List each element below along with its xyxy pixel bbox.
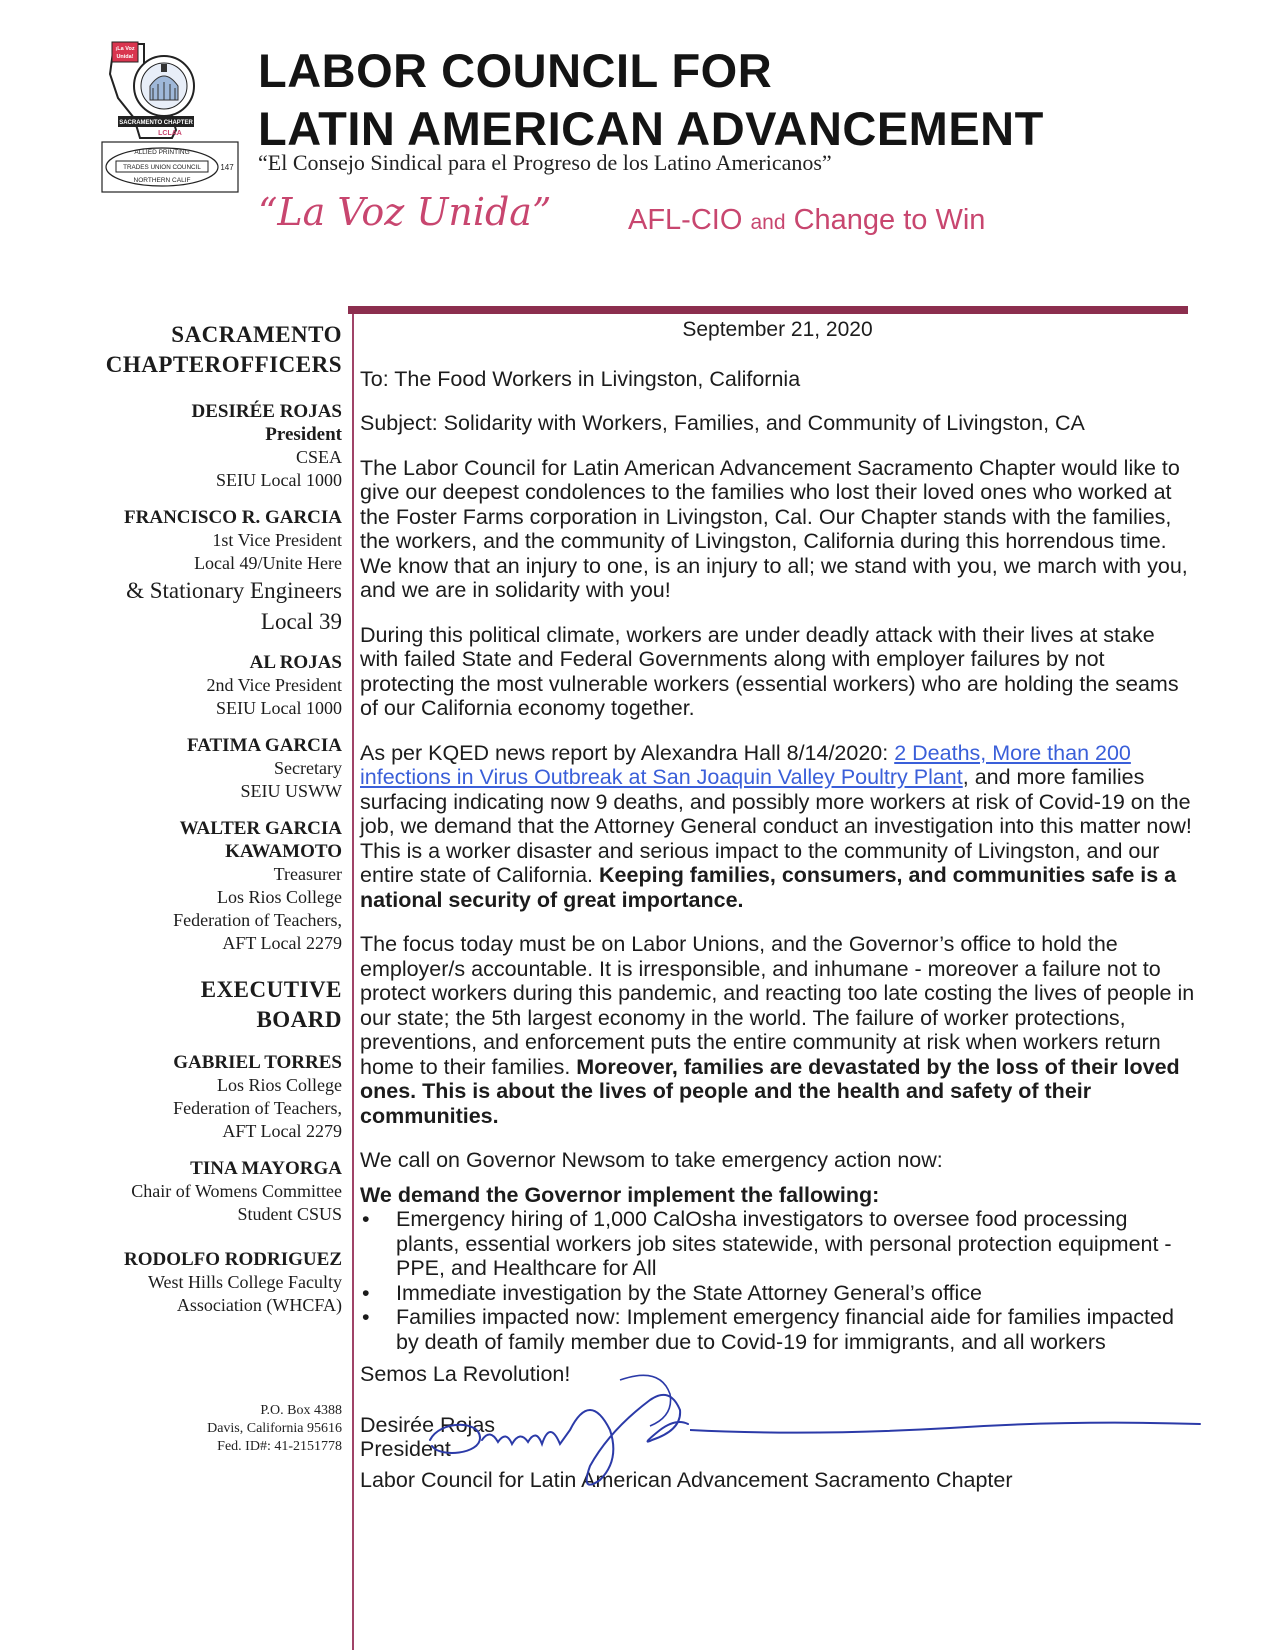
executive-board-heading (80, 975, 342, 1035)
paragraph-call-to-action: We call on Governor Newsom to take emergency action now: (360, 1148, 943, 1172)
demand-item: • Families impacted now: Implement emergency financial aide for families impacted by death of family member due to Covid-19 for immigrants, and all workers (360, 1305, 1195, 1354)
signer-title: President (360, 1437, 451, 1461)
demand-heading: We demand the Governor implement the fallowing: (360, 1182, 880, 1207)
letter-date: September 21, 2020 (682, 318, 873, 341)
board-member-name: TINA MAYORGA (190, 1158, 342, 1179)
board-member-block (80, 1157, 342, 1226)
board-member-affiliation: Association (WHCFA) (176, 1295, 342, 1315)
kqed-emphasis: Keeping families, consumers, and communities safe is a national security of great importance. (360, 863, 1177, 912)
org-title-line2: LATIN AMERICAN ADVANCEMENT (258, 102, 1044, 155)
officer-name: FATIMA GARCIA (187, 735, 342, 756)
officer-affiliation: CSEA (295, 447, 342, 467)
svg-text:LCLAA: LCLAA (158, 130, 182, 137)
svg-text:¡La Voz: ¡La Voz (115, 46, 135, 52)
officer-title: Treasurer (273, 864, 342, 884)
svg-text:NORTHERN CALIF: NORTHERN CALIF (133, 177, 191, 184)
address-line: Davis, California 95616 (207, 1421, 342, 1436)
address-line: P.O. Box 4388 (260, 1403, 342, 1418)
officer-affiliation: SEIU USWW (240, 781, 342, 801)
svg-text:ALLIED PRINTING: ALLIED PRINTING (134, 149, 190, 156)
focus-emphasis: Moreover, families are devastated by the loss of their loved ones. This is about the lives of people and the health and safety of their communities. (360, 1054, 1180, 1128)
closing-line: Semos La Revolution! (360, 1362, 571, 1386)
officer-affiliation: & Stationary Engineers (126, 578, 342, 603)
officer-name: KAWAMOTO (225, 841, 342, 862)
executive-board-heading-line1: EXECUTIVE (200, 977, 342, 1002)
paragraph-political-climate: During this political climate, workers are under deadly attack with their lives at stake with failed State and Federal Governments along with employer failures by not protecting the most vulnerable workers (essential workers) who are holding the seams of our California economy together. (360, 622, 1179, 720)
officer-affiliation: Federation of Teachers, (173, 910, 342, 930)
affiliation-afl-cio: AFL-CIO (628, 204, 743, 236)
officers-heading-line1: SACRAMENTO (171, 322, 342, 347)
letter-recipient: To: The Food Workers in Livingston, California (360, 366, 801, 391)
letter-subject: Subject: Solidarity with Workers, Families, and Community of Livingston, CA (360, 411, 1085, 435)
officer-block (80, 400, 342, 492)
officers-heading-line2: CHAPTEROFFICERS (105, 352, 342, 377)
officer-block (80, 817, 342, 955)
officer-affiliation: Local 39 (260, 609, 342, 634)
officer-affiliation: Local 49/Unite Here (194, 553, 342, 573)
officer-name: FRANCISCO R. GARCIA (124, 507, 342, 528)
lclaa-logo (100, 38, 242, 196)
focus-body: The focus today must be on Labor Unions, and the Governor’s office to hold the employer/s accountable. It is irresponsible, and inhumane - moreover a failure not to protect workers during this pandemic, and reacting too late costing the lives of people in our state; the 5th largest economy in the world. The failure of worker protections, preventions, and enforcement puts the entire community at risk when workers return home to their families. (360, 932, 1195, 1079)
board-member-name: RODOLFO RODRIGUEZ (124, 1249, 342, 1270)
signature-flourish (690, 1416, 1210, 1446)
demand-item: • Immediate investigation by the State Attorney General’s office (360, 1281, 1195, 1306)
board-member-affiliation: AFT Local 2279 (222, 1121, 342, 1141)
signer-name: Desirée Rojas (360, 1412, 496, 1437)
demand-list (360, 1207, 1195, 1354)
letter-body (360, 318, 1195, 1492)
mailing-address (80, 1402, 342, 1456)
board-member-affiliation: Student CSUS (237, 1204, 342, 1224)
officer-affiliation: SEIU Local 1000 (216, 698, 342, 718)
board-member-name: GABRIEL TORRES (173, 1052, 342, 1073)
officer-block (80, 734, 342, 803)
board-member-block (80, 1248, 342, 1317)
paragraph-focus-today (360, 932, 1195, 1128)
address-line: Fed. ID#: 41-2151778 (217, 1439, 342, 1454)
officer-affiliation: SEIU Local 1000 (216, 470, 342, 490)
officer-block (80, 506, 342, 637)
board-member-affiliation: Chair of Womens Committee (131, 1181, 342, 1201)
org-title-line1: LABOR COUNCIL FOR (258, 44, 773, 97)
svg-text:Unida!: Unida! (116, 54, 134, 60)
svg-text:147: 147 (220, 163, 234, 172)
board-member-affiliation: Los Rios College (217, 1075, 342, 1095)
officer-block (80, 651, 342, 720)
officers-sidebar (80, 320, 342, 1317)
officer-affiliation: Los Rios College (217, 887, 342, 907)
officer-title: 2nd Vice President (206, 675, 342, 695)
sidebar-divider (352, 314, 354, 1650)
la-voz-unida-tagline: “La Voz Unida” (258, 190, 552, 234)
svg-text:TRADES UNION COUNCIL: TRADES UNION COUNCIL (123, 164, 201, 171)
paragraph-condolences: The Labor Council for Latin American Advancement Sacramento Chapter would like to give our deepest condolences to the families who lost their loved ones who worked at the Foster Farms corporation in Livingston, Cal. Our Chapter stands with the families, the workers, and the community of Livingston, California during this horrendous time. We know that an injury to one, is an injury to all; we stand with you, we march with you, and we are in solidarity with you! (360, 455, 1188, 602)
kqed-intro: As per KQED news report by Alexandra Hall 8/14/2020: (360, 740, 895, 765)
executive-board-heading-line2: BOARD (256, 1007, 342, 1032)
officer-name: DESIRÉE ROJAS (191, 401, 342, 422)
affiliation-and: and (750, 211, 786, 234)
board-member-affiliation: Federation of Teachers, (173, 1098, 342, 1118)
paragraph-kqed-report (360, 741, 1195, 913)
officer-title: 1st Vice President (212, 530, 342, 550)
board-member-block (80, 1051, 342, 1143)
officer-affiliation: AFT Local 2279 (222, 933, 342, 953)
org-title (258, 42, 1218, 158)
kqed-article-link[interactable]: 2 Deaths, More than 200 infections in Virus Outbreak at San Joaquin Valley Poultry Plant (360, 740, 1131, 789)
header-rule (348, 306, 1188, 314)
officer-name: AL ROJAS (249, 652, 342, 673)
svg-text:SACRAMENTO CHAPTER: SACRAMENTO CHAPTER (119, 120, 193, 126)
affiliation-line (628, 204, 985, 237)
officer-title: President (265, 424, 342, 445)
spanish-subtitle: “El Consejo Sindical para el Progreso de los Latino Americanos” (258, 150, 832, 175)
officer-title: Secretary (274, 758, 342, 778)
board-member-affiliation: West Hills College Faculty (147, 1272, 342, 1292)
demand-item: • Emergency hiring of 1,000 CalOsha investigators to oversee food processing plants, essential workers job sites statewide, with personal protection equipment - PPE, and Healthcare for All (360, 1207, 1195, 1281)
affiliation-change-to-win: Change to Win (793, 204, 986, 236)
signer-organization: Labor Council for Latin American Advancement Sacramento Chapter (360, 1467, 1013, 1492)
kqed-body: , and more families surfacing indicating now 9 deaths, and possibly more workers at risk of Covid-19 on the job, we demand that the Attorney General conduct an investigation into this matter now! This is a worker disaster and serious impact to the community of Livingston, and our entire state of California. (360, 765, 1192, 887)
officer-name: WALTER GARCIA (179, 818, 342, 839)
officers-heading (80, 320, 342, 380)
